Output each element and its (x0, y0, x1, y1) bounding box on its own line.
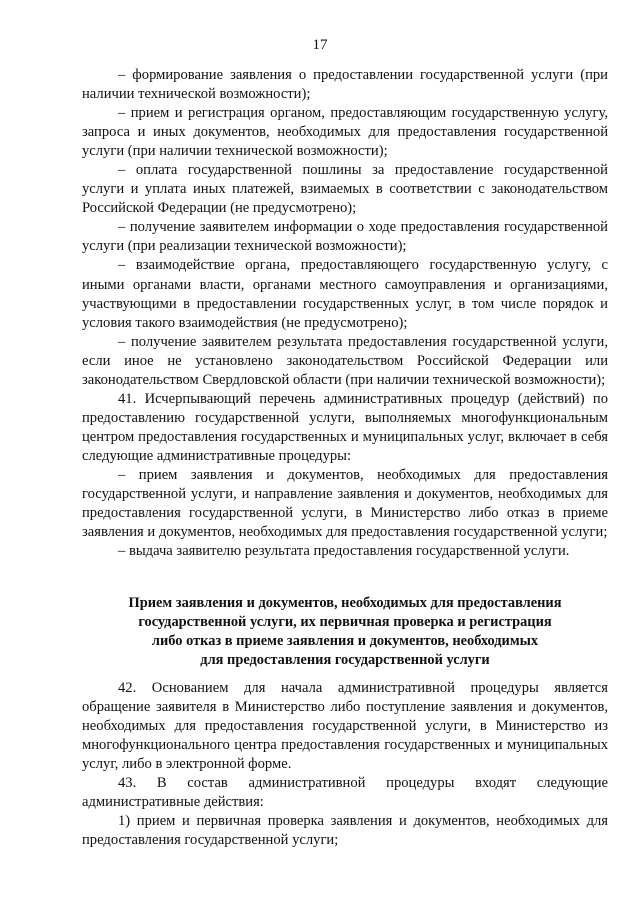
paragraph-mfc-reception: – прием заявления и документов, необходимых для предоставления государственной услуги, и направление заявления и документов, необходимых для предоставления государственной услуги, в Министерство либо отказ в приеме заявления и документов, необходимых для предоставления государственной услуги; (82, 466, 608, 541)
paragraph-progress-information: – получение заявителем информации о ходе предоставления государственной услуги (при реализации технической возможности); (82, 219, 608, 255)
heading-line-1: Прием заявления и документов, необходимых для предоставления (128, 595, 562, 611)
paragraph-result-receipt: – получение заявителем результата предоставления государственной услуги, если иное не установлено законодательством Российской Федерации или законодательством Свердловской области (при наличии технической возможности); (82, 333, 608, 388)
paragraph-application-forming: – формирование заявления о предоставлении государственной услуги (при наличии технической возможности); (82, 67, 608, 103)
paragraph-result-issuance: – выдача заявителю результата предоставления государственной услуги. (118, 543, 570, 560)
paragraph-state-duty-payment: – оплата государственной пошлины за предоставление государственной услуги и уплата иных платежей, взимаемых в соответствии с законодательством Российской Федерации (не предусмотрено); (82, 162, 608, 217)
body-text-bottom (82, 679, 608, 850)
heading-line-4: для предоставления государственной услуги (200, 652, 490, 668)
paragraph-section-42: 42. Основанием для начала административной процедуры является обращение заявителя в Министерство либо поступление заявления и документов, необходимых для предоставления государственной услуги, в Министерство из многофункционального центра предоставления государственных и муниципальных услуг, либо в электронной форме. (82, 680, 608, 773)
paragraph-section-43: 43. В состав административной процедуры входят следующие административные действия: (82, 775, 608, 811)
paragraph-action-1: 1) прием и первичная проверка заявления и документов, необходимых для предоставления государственной услуги; (82, 813, 608, 849)
section-heading (82, 594, 608, 670)
page-number: 17 (312, 37, 328, 53)
heading-line-3: либо отказ в приеме заявления и документов, необходимых (151, 633, 539, 649)
paragraph-reception-registration: – прием и регистрация органом, предоставляющим государственную услугу, запроса и иных документов, необходимых для предоставления государственной услуги (при наличии технической возможности); (82, 105, 608, 160)
paragraph-interagency-interaction: – взаимодействие органа, предоставляющего государственную услугу, с иными органами власти, органами местного самоуправления и организациями, участвующими в предоставлении государственных услуг, в том числе порядок и условия такого взаимодействия (не предусмотрено); (82, 257, 608, 331)
heading-line-2: государственной услуги, их первичная проверка и регистрация (138, 614, 552, 630)
paragraph-section-41: 41. Исчерпывающий перечень административных процедур (действий) по предоставлению государственной услуги, выполняемых многофункциональным центром предоставления государственных и муниципальных услуг, включает в себя следующие административные процедуры: (82, 390, 608, 464)
body-text-top (82, 66, 608, 561)
